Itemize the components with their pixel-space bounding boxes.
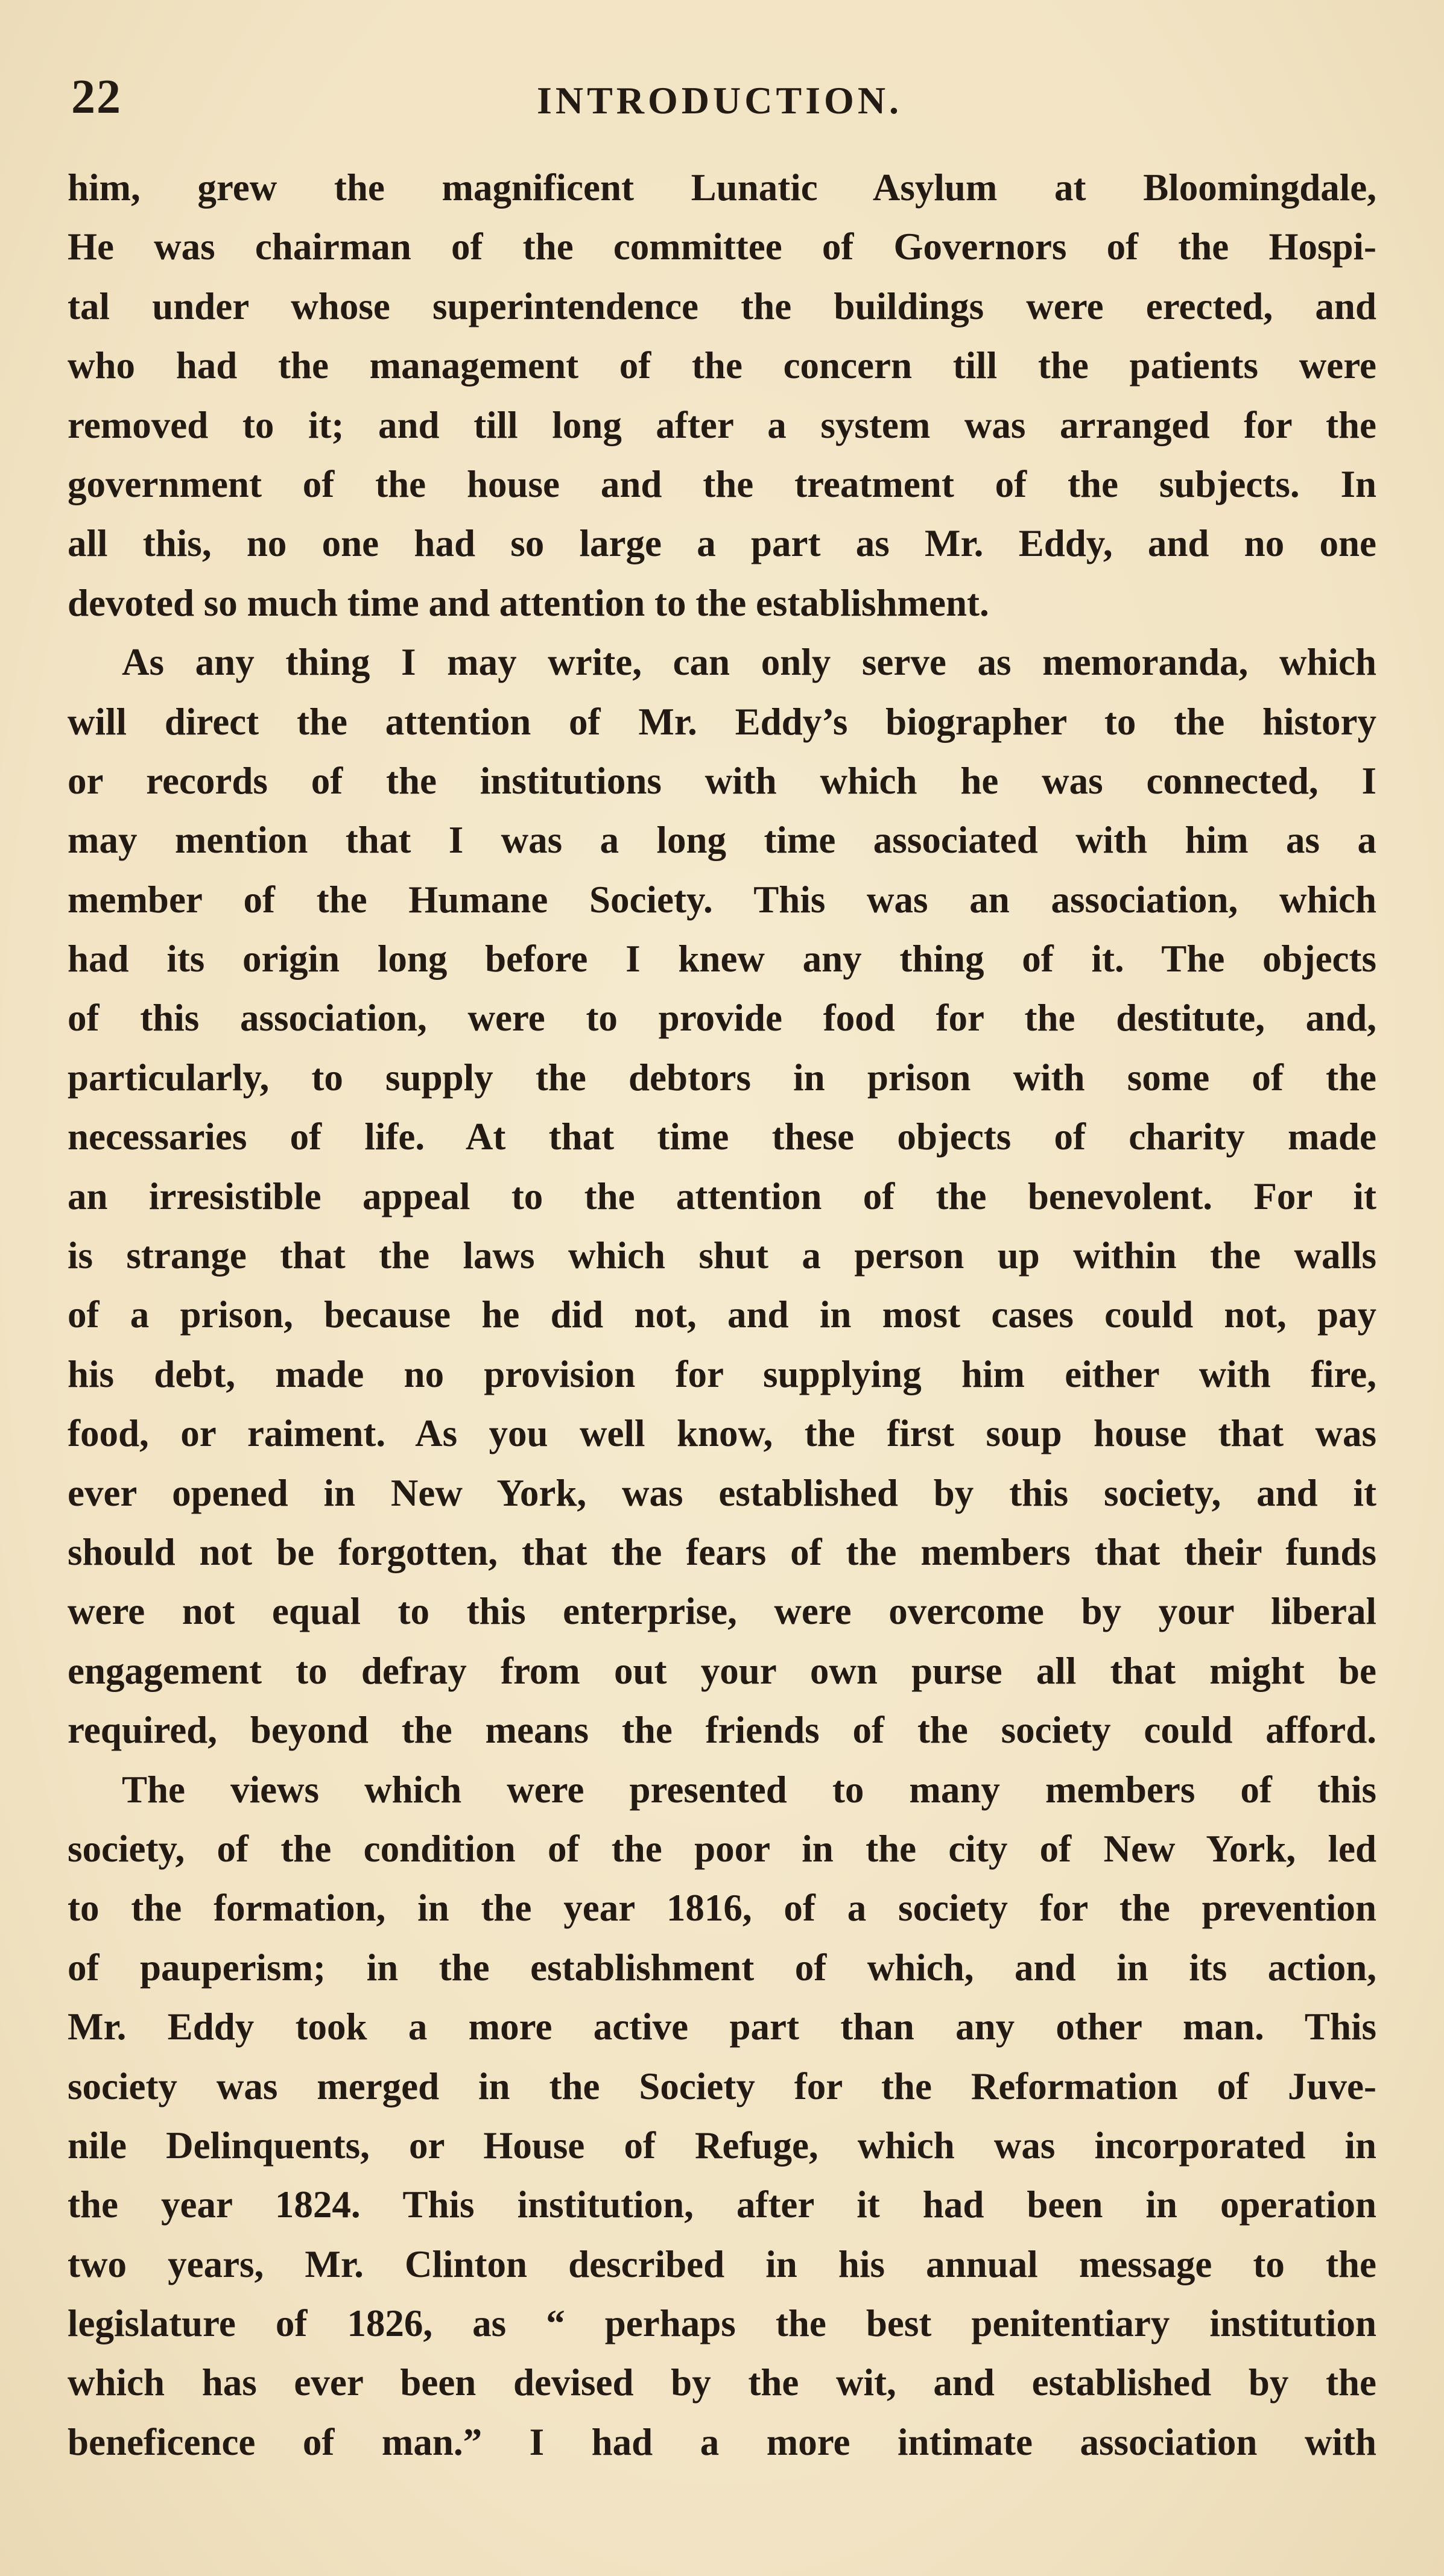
text-line: him, grew the magnificent Lunatic Asylum at Bloomingdale, [68, 166, 1376, 209]
text-line: society was merged in the Society for the Reformation of Juve- [68, 2065, 1376, 2107]
text-line: particularly, to supply the debtors in prison with some of the [68, 1056, 1376, 1099]
text-line: food, or raiment. As you well know, the first soup house that was [68, 1412, 1376, 1455]
text-line: removed to it; and till long after a system was arranged for the [68, 403, 1376, 446]
text-line: engagement to defray from out your own purse all that might be [68, 1649, 1376, 1692]
text-line: who had the management of the concern till the patients were [68, 344, 1376, 387]
text-line: beneficence of man.” I had a more intimate association with [68, 2420, 1376, 2463]
text-line: which has ever been devised by the wit, and established by the [68, 2361, 1376, 2404]
text-line: should not be forgotten, that the fears of the members that their funds [68, 1530, 1376, 1573]
text-line: necessaries of life. At that time these objects of charity made [68, 1116, 1376, 1158]
text-line: the year 1824. This institution, after it had been in operation [68, 2183, 1376, 2226]
text-line: will direct the attention of Mr. Eddy’s biographer to the history [68, 700, 1376, 743]
text-line: may mention that I was a long time associated with him as a [68, 819, 1376, 862]
text-line: all this, no one had so large a part as Mr. Eddy, and no one [68, 522, 1376, 565]
text-line: of a prison, because he did not, and in most cases could not, pay [68, 1293, 1376, 1336]
text-line: Mr. Eddy took a more active part than any other man. This [68, 2006, 1376, 2048]
text-line: or records of the institutions with which he was connected, I [68, 759, 1376, 802]
page-header [65, 65, 1374, 144]
text-line: had its origin long before I knew any thing of it. The objects [68, 938, 1376, 980]
text-line: two years, Mr. Clinton described in his annual message to the [68, 2243, 1376, 2285]
text-line: society, of the condition of the poor in the city of New York, led [68, 1827, 1376, 1870]
text-line: tal under whose superintendence the buildings were erected, and [68, 285, 1376, 327]
running-head: INTRODUCTION. [536, 79, 903, 122]
text-line: is strange that the laws which shut a person up within the walls [68, 1234, 1376, 1277]
text-line: an irresistible appeal to the attention of the benevolent. For it [68, 1175, 1376, 1217]
text-line: government of the house and the treatment of the subjects. In [68, 462, 1376, 505]
text-line: member of the Humane Society. This was an association, which [68, 878, 1376, 921]
text-line: ever opened in New York, was established by this society, and it [68, 1471, 1376, 1514]
text-line: to the formation, in the year 1816, of a society for the prevention [68, 1887, 1376, 1930]
text-line: He was chairman of the committee of Governors of the Hospi- [68, 226, 1376, 268]
text-line: The views which were presented to many members of this [122, 1768, 1376, 1811]
text-line: devoted so much time and attention to the establishment. [68, 581, 989, 624]
text-line: nile Delinquents, or House of Refuge, which was incorporated in [68, 2124, 1376, 2167]
text-line: As any thing I may write, can only serve as memoranda, which [122, 641, 1376, 684]
text-line: his debt, made no provision for supplying him either with fire, [68, 1353, 1376, 1395]
page-number: 22 [71, 71, 122, 124]
text-line: of pauperism; in the establishment of which, and in its action, [68, 1946, 1376, 1989]
text-line: were not equal to this enterprise, were overcome by your liberal [68, 1590, 1376, 1633]
body-text [68, 158, 1376, 2472]
text-line: legislature of 1826, as “ perhaps the best penitentiary institution [68, 2302, 1376, 2345]
text-line: of this association, were to provide food for the destitute, and, [68, 997, 1376, 1040]
text-line: required, beyond the means the friends of the society could afford. [68, 1709, 1376, 1752]
